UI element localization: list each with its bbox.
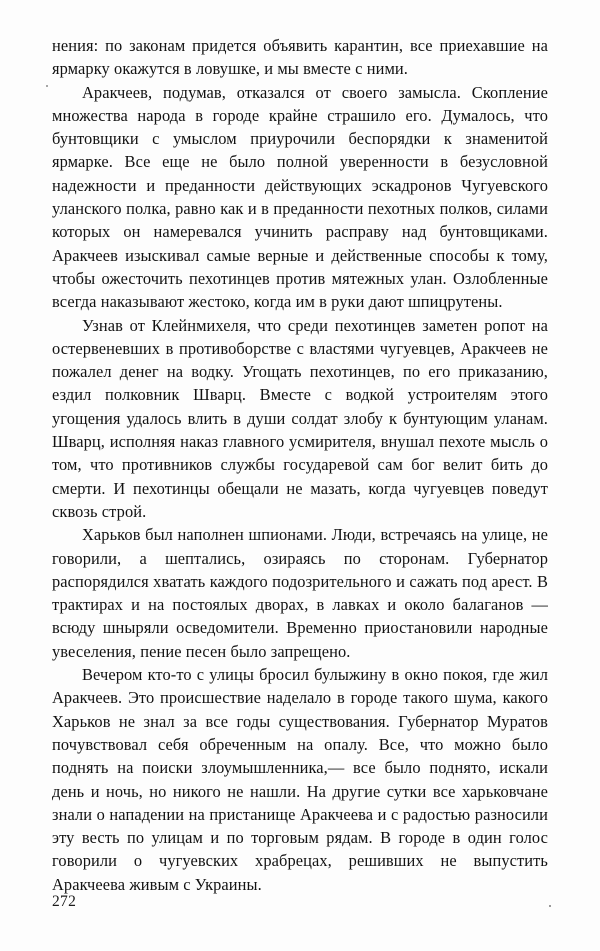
page-number: 272 (52, 893, 77, 910)
page-speck (46, 85, 48, 87)
paragraph: нения: по законам придется объявить карантин, все приехавшие на ярмарку окажутся в ловушке, и мы вместе с ними. (52, 36, 548, 79)
page-speck (549, 905, 551, 907)
paragraph: Аракчеев, подумав, отказался от своего замысла. Скопление множества народа в городе крайне страшило его. Думалось, что бунтовщики с умыслом приурочили беспорядки к знаменитой ярмарке. Все еще не было полной уверенности в безусловной надежности и преданности действующих эскадронов Чугуевского уланского полка, равно как и в преданности пехотных полков, силами которых он намеревался учинить расправу над бунтовщиками. Аракчеев изыскивал самые верные и действенные способы к тому, чтобы ожесточить пехотинцев против мятежных улан. Озлобленные всегда наказывают жестоко, когда им в руки дают шпицрутены. (52, 82, 548, 312)
paragraph: Узнав от Клейнмихеля, что среди пехотинцев заметен ропот на остервеневших в противоборстве с властями чугуевцев, Аракчеев не пожалел денег на водку. Угощать пехотинцев, по его приказанию, ездил полковник Шварц. Вместе с водкой устроителям этого угощения удалось влить в души солдат злобу к бунтующим уланам. Шварц, исполняя наказ главного усмирителя, внушал пехоте мысль о том, что противников службы государевой сам бог велит бить до смерти. И пехотинцы обещали не мазать, когда чугуевцев поведут сквозь строй. (52, 315, 548, 521)
paragraph: Харьков был наполнен шпионами. Люди, встречаясь на улице, не говорили, а шептались, озираясь по сторонам. Губернатор распорядился хватать каждого подозрительного и сажать под арест. В трактирах и на постоялых дворах, в лавках и около балаганов — всюду шныряли осведомители. Временно приостановили народные увеселения, пение песен было запрещено. (52, 525, 548, 661)
paragraph: Вечером кто-то с улицы бросил булыжину в окно покоя, где жил Аракчеев. Это происшествие наделало в городе такого шума, какого Харьков не знал за все годы существования. Губернатор Муратов почувствовал себя обреченным на опалу. Все, что можно было поднять на поиски злоумышленника,— все было поднято, искали день и ночь, но никого не нашли. На другие сутки все харьковчане знали о нападении на пристанище Аракчеева и с радостью разносили эту весть по улицам и по торговым рядам. В городе в один голос говорили о чугуевских храбрецах, решивших не выпустить Аракчеева живым с Украины. (52, 665, 548, 894)
body-text-column (52, 34, 548, 896)
